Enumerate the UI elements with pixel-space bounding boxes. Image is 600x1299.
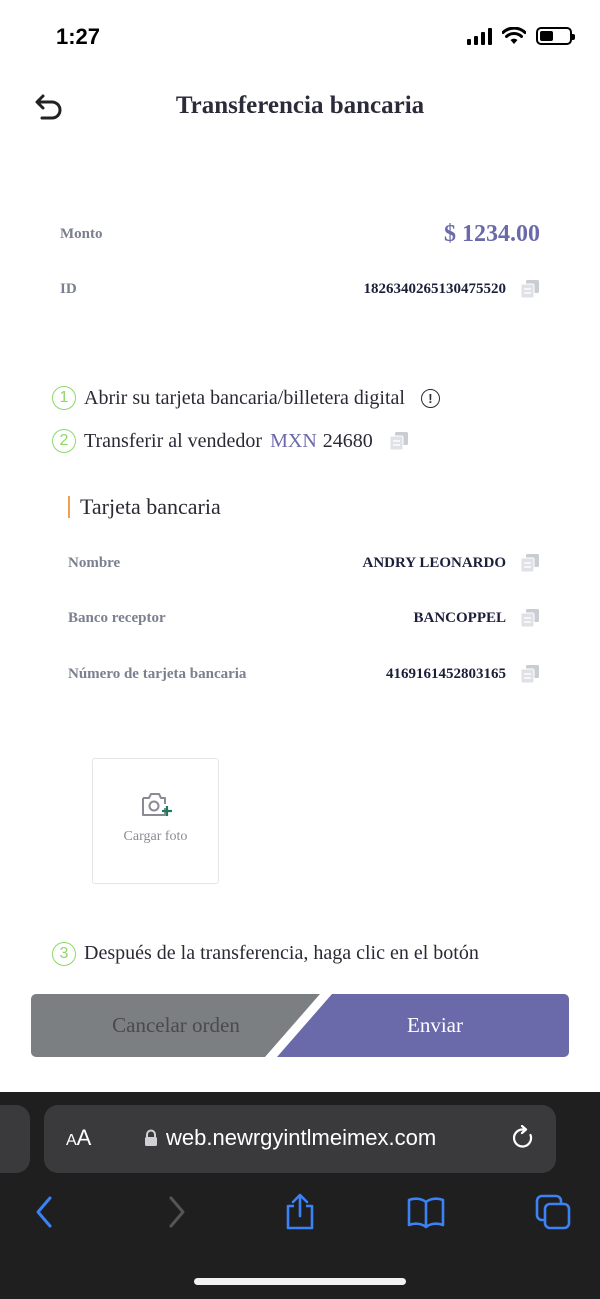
- step-3-number: 3: [52, 942, 76, 966]
- cellular-signal-icon: [467, 27, 492, 45]
- copy-name-icon[interactable]: [520, 553, 540, 573]
- name-value-group: [362, 553, 540, 573]
- status-bar: [0, 0, 600, 75]
- address-bar[interactable]: [44, 1105, 556, 1173]
- upload-photo-box[interactable]: [92, 758, 219, 884]
- wifi-icon: [502, 27, 526, 45]
- reader-aa-button[interactable]: AA: [66, 1125, 92, 1150]
- step-3-text: Después de la transferencia, haga clic en el botón: [84, 942, 479, 964]
- step-1-text: Abrir su tarjeta bancaria/billetera digital: [84, 386, 405, 409]
- step-1-number: 1: [52, 386, 76, 410]
- id-value-group: [364, 279, 541, 299]
- tabs-icon[interactable]: [533, 1192, 573, 1232]
- bookmarks-icon[interactable]: [406, 1192, 446, 1232]
- copy-card-number-icon[interactable]: [520, 664, 540, 684]
- step-2-text: Transferir al vendedor: [84, 429, 263, 452]
- name-value: ANDRY LEONARDO: [362, 554, 506, 571]
- card-number-value: 4169161452803165: [386, 665, 506, 682]
- cancel-order-button[interactable]: Cancelar orden: [112, 1013, 240, 1037]
- id-value: 1826340265130475520: [363, 280, 506, 297]
- url-text: web.newrgyintlmeimex.com: [166, 1125, 437, 1150]
- id-label: ID: [60, 280, 77, 297]
- amount-value: $ 1234.00: [444, 220, 540, 247]
- battery-icon: [536, 27, 572, 45]
- card-number-value-group: [386, 664, 540, 684]
- bank-value-group: [413, 608, 540, 628]
- forward-icon[interactable]: [155, 1192, 195, 1232]
- card-number-row: [68, 659, 540, 689]
- browser-toolbar: [0, 1192, 600, 1236]
- step-2: [52, 429, 409, 453]
- copy-amount-icon[interactable]: [389, 431, 409, 451]
- page-title: Transferencia bancaria: [175, 92, 425, 119]
- bank-label: Banco receptor: [68, 609, 166, 626]
- bank-value: BANCOPPEL: [413, 609, 506, 626]
- browser-chrome: [0, 1092, 600, 1299]
- home-indicator: [194, 1278, 406, 1285]
- copy-id-icon[interactable]: [520, 279, 540, 299]
- step-2-amount: 24680: [322, 429, 373, 452]
- section-accent-bar: [68, 496, 70, 518]
- back-icon[interactable]: [26, 1192, 66, 1232]
- step-2-currency: MXN: [270, 429, 317, 452]
- bank-card-title: Tarjeta bancaria: [80, 494, 221, 519]
- amount-row: [60, 219, 540, 249]
- action-bar: [31, 994, 569, 1057]
- reload-icon[interactable]: [510, 1125, 536, 1151]
- name-row: [68, 548, 540, 578]
- share-icon[interactable]: [280, 1192, 320, 1232]
- card-number-label: Número de tarjeta bancaria: [68, 665, 247, 682]
- step-3: [52, 942, 552, 976]
- copy-bank-icon[interactable]: [520, 608, 540, 628]
- bank-card-section-title: [68, 494, 221, 520]
- lock-icon: [144, 1129, 158, 1147]
- camera-add-icon: [140, 791, 172, 819]
- step-2-number: 2: [52, 429, 76, 453]
- info-icon[interactable]: !: [421, 389, 440, 408]
- id-row: [60, 274, 540, 304]
- amount-label: Monto: [60, 225, 103, 242]
- status-icons: [467, 27, 572, 45]
- bank-row: [68, 603, 540, 633]
- name-label: Nombre: [68, 554, 121, 571]
- send-button[interactable]: Enviar: [407, 1013, 463, 1037]
- status-time: 1:27: [56, 24, 101, 49]
- step-1: [52, 386, 440, 410]
- previous-tab-preview[interactable]: [0, 1105, 30, 1173]
- header: [0, 80, 600, 135]
- upload-label: Cargar foto: [123, 829, 188, 844]
